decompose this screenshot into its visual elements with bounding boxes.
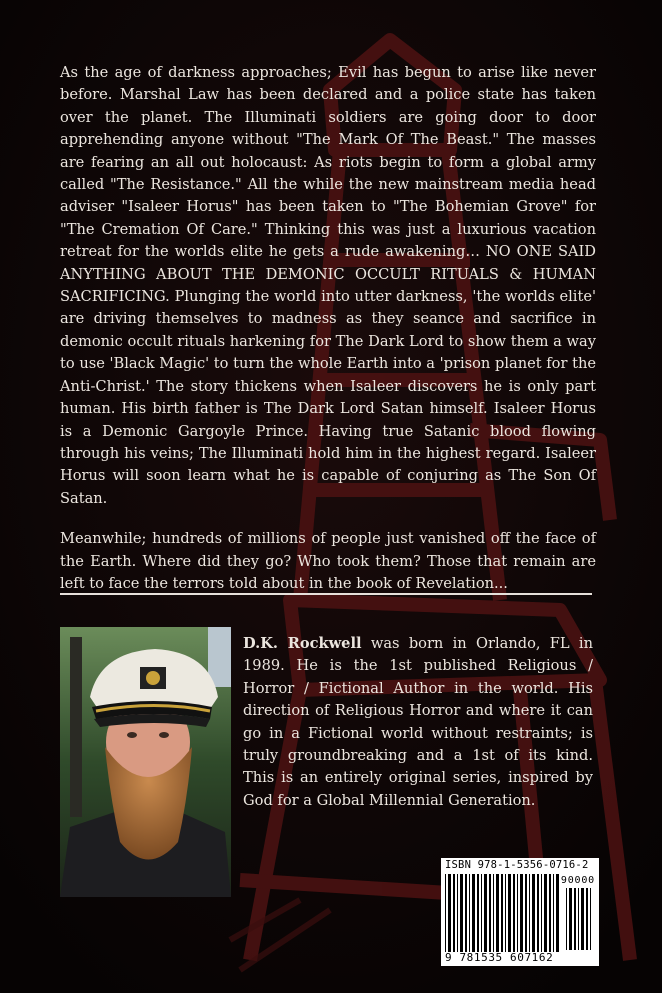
author-bio bbox=[243, 633, 593, 812]
synopsis-paragraph-2: Meanwhile; hundreds of millions of people just vanished off the face of the Earth. Where did they go? Who took them? Those that remain are left to face the terrors told about in the book of Revelation... bbox=[60, 530, 596, 592]
barcode-digits: 9 781535 607162 bbox=[445, 951, 554, 964]
author-bio-text: was born in Orlando, FL in 1989. He is the 1st published Religious / Horror / Fictional Author in the world. His direction of Religious Horror and where it can go in a Fictional world without restraints; is truly groundbreaking and a 1st of its kind. This is an entirely original series, inspired by God for a Global Millennial Generation. bbox=[243, 635, 593, 809]
isbn-label: ISBN 978-1-5356-0716-2 bbox=[445, 859, 589, 871]
author-photo bbox=[60, 627, 231, 897]
barcode-bars bbox=[444, 874, 562, 952]
author-name: D.K. Rockwell bbox=[243, 635, 362, 652]
synopsis-text bbox=[60, 62, 596, 613]
price-code: 90000 bbox=[560, 875, 595, 886]
section-divider bbox=[60, 593, 592, 595]
price-barcode-bars bbox=[565, 888, 595, 950]
isbn-barcode bbox=[441, 858, 599, 966]
synopsis-paragraph-1: As the age of darkness approaches; Evil has begun to arise like never before. Marshal Law has been declared and a police state has taken over the planet. The Illuminati soldiers are going door to door apprehending anyone without "The Mark Of The Beast." The masses are fearing an all out holocaust: As riots begin to form a global army called "The Resistance." All the while the new mainstream media head adviser "Isaleer Horus" has been taken to "The Bohemian Grove" for "The Cremation Of Care." Thinking this was just a luxurious vacation retreat for the worlds elite he gets a rude awakening… NO ONE SAID ANYTHING ABOUT THE DEMONIC OCCULT RITUALS & HUMAN SACRIFICING. Plunging the world into utter darkness, 'the worlds elite' are driving themselves to madness as they seance and sacrifice in demonic occult rituals harkening for The Dark Lord to show them a way to use 'Black Magic' to turn the whole Earth into a 'prison planet for the Anti-Christ.' The story thickens when Isaleer discovers he is only part human. His birth father is The Dark Lord Satan himself. Isaleer Horus is a Demonic Gargoyle Prince. Having true Satanic blood flowing through his veins; The Illuminati hold him in the highest regard. Isaleer Horus will soon learn what he is capable of conjuring as The Son Of Satan. bbox=[60, 64, 596, 507]
